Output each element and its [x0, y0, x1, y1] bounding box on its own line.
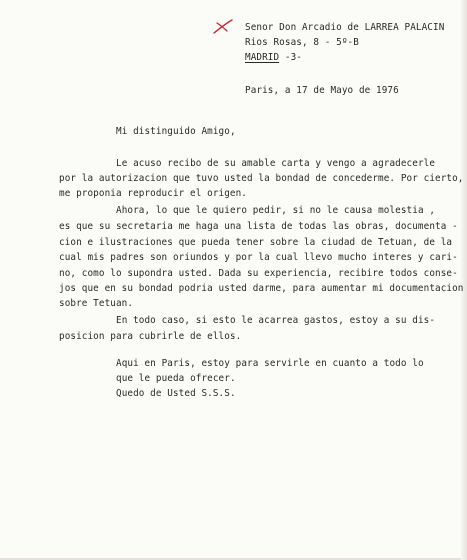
- body-line: jos que en su bondad podria usted darme, para aumentar mi documentacion: [59, 283, 464, 294]
- address-line-3: [245, 50, 302, 65]
- body-line: sobre Tetuan.: [59, 298, 134, 309]
- closing-line: Quedo de Usted S.S.S.: [116, 388, 236, 399]
- body-line: no, como lo supondra usted. Dada su experiencia, recibire todos conse-: [59, 268, 458, 279]
- body-line: Ahora, lo que le quiero pedir, si no le causa molestia ,: [116, 205, 436, 216]
- date-line: Paris, a 17 de Mayo de 1976: [245, 85, 399, 96]
- body-line: cion e ilustraciones que pueda tener sobre la ciudad de Tetuan, de la: [59, 237, 453, 248]
- address-line-2: Rios Rosas, 8 - 5º-B: [245, 37, 359, 48]
- body-line: posicion para cubrirle de ellos.: [59, 331, 242, 342]
- body-line: Aqui en Paris, estoy para servirle en cuanto a todo lo: [116, 358, 424, 369]
- body-line: Le acuso recibo de su amable carta y vengo a agradecerle: [116, 158, 436, 169]
- address-line-1: Senor Don Arcadio de LARREA PALACIN: [245, 22, 445, 33]
- salutation: Mi distinguido Amigo,: [116, 126, 236, 137]
- body-line: me proponia reproducir el origen.: [59, 188, 248, 199]
- address-city: MADRID: [245, 52, 280, 63]
- body-line: cual mis padres son oriundos y por la cual llevo mucho interes y cari-: [59, 252, 458, 263]
- body-line: En todo caso, si esto le acarrea gastos, estoy a su dis-: [116, 315, 436, 326]
- paper-edge: [461, 0, 467, 560]
- body-line: que le pueda ofrecer.: [116, 373, 236, 384]
- body-line: por la autorizacion que tuvo usted la bondad de concederme. Por cierto,: [59, 173, 464, 184]
- body-line: es que su secretaria me haga una lista de todas las obras, documenta -: [59, 221, 458, 232]
- address-city-suffix: -3-: [279, 52, 302, 63]
- red-cross-mark-icon: [212, 18, 234, 36]
